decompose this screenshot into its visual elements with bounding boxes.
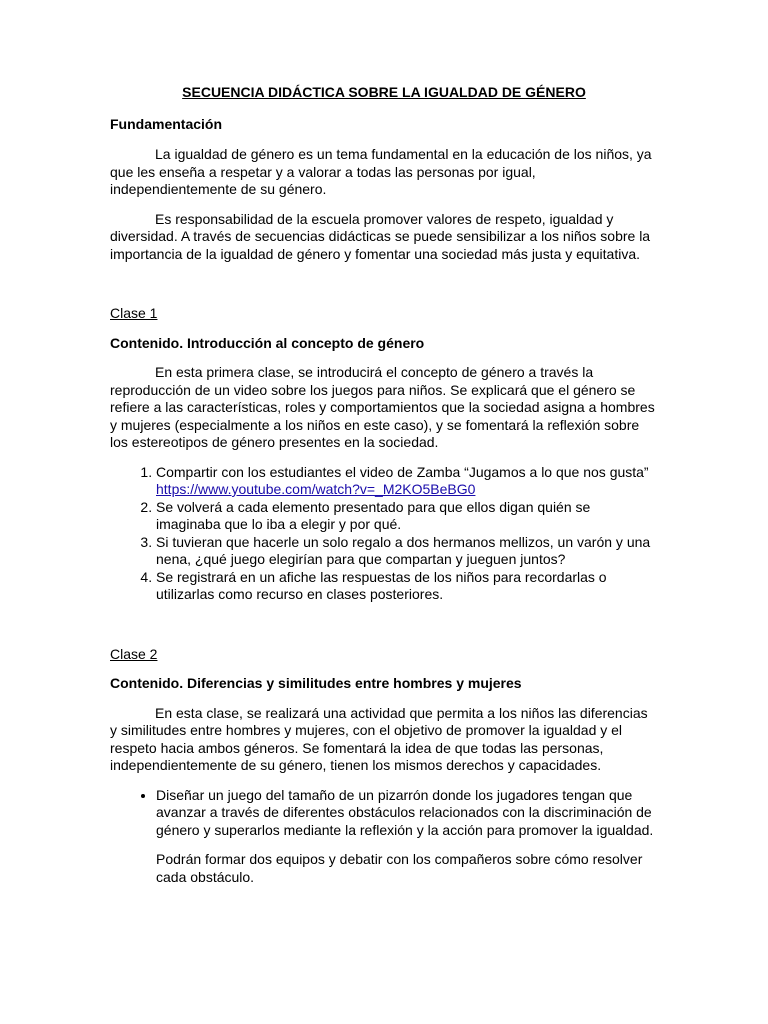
list-item bbox=[156, 464, 658, 499]
clase-2-paragraph: En esta clase, se realizará una actividad que permita a los niños las diferencias y similitudes entre hombres y mujeres, con el objetivo de promover la igualdad y el respeto hacia ambos géneros. Se fomentará la idea de que todas las personas, independientemente de su género, tienen los mismos derechos y capacidades. bbox=[110, 704, 648, 773]
clase-2-activity-note: Podrán formar dos equipos y debatir con los compañeros sobre cómo resolver cada obstáculo. bbox=[156, 851, 643, 885]
youtube-video-link[interactable]: https://www.youtube.com/watch?v=_M2KO5BeBG0 bbox=[156, 481, 476, 497]
fundamentacion-paragraph-2: Es responsabilidad de la escuela promover valores de respeto, igualdad y diversidad. A través de secuencias didácticas se puede sensibilizar a los niños sobre la importancia de la igualdad de género y fomentar una sociedad más justa y equitativa. bbox=[110, 210, 651, 262]
document-body bbox=[110, 84, 658, 886]
fundamentacion-paragraph-1: La igualdad de género es un tema fundamental en la educación de los niños, ya que les enseña a respetar y a valorar a todas las personas por igual, independientemente de su género. bbox=[110, 146, 652, 197]
fundamentacion-heading: Fundamentación bbox=[110, 115, 223, 132]
clase-2-label: Clase 2 bbox=[110, 645, 158, 662]
list-item-text: Compartir con los estudiantes el video de Zamba “Jugamos a lo que nos gusta” bbox=[156, 463, 649, 480]
list-item: • Diseñar un juego del tamaño de un pizarrón donde los jugadores tengan que avanzar a través de diferentes obstáculos relacionados con la discriminación de género y superarlos mediante la reflexión y la acción para promover la igualdad. bbox=[156, 787, 658, 840]
clase-2-activity-list bbox=[110, 787, 658, 840]
clase-1-activity-list bbox=[110, 464, 658, 604]
clase-1-label: Clase 1 bbox=[110, 305, 158, 321]
clase-1-paragraph: En esta primera clase, se introducirá el concepto de género a través la reproducción de un video sobre los juegos para niños. Se explicará que el género se refiere a las características, roles y comportamientos que la sociedad asigna a hombres y mujeres (especialmente a los niños en este caso), y se fomentará la reflexión sobre los estereotipos de género presentes en la sociedad. bbox=[110, 364, 655, 450]
document-title: SECUENCIA DIDÁCTICA SOBRE LA IGUALDAD DE GÉNERO bbox=[182, 84, 586, 100]
clase-2-heading: Contenido. Diferencias y similitudes entre hombres y mujeres bbox=[110, 675, 522, 691]
list-item: 3. Si tuvieran que hacerle un solo regalo a dos hermanos mellizos, un varón y una nena, ¿qué juego elegirían para que compartan y jueguen juntos? bbox=[156, 534, 658, 569]
list-item: 4. Se registrará en un afiche las respuestas de los niños para recordarlas o utilizarlas como recurso en clases posteriores. bbox=[156, 569, 658, 604]
list-item: 2. Se volverá a cada elemento presentado para que ellos digan quién se imaginaba que lo iba a elegir y por qué. bbox=[156, 499, 658, 534]
clase-1-heading: Contenido. Introducción al concepto de género bbox=[110, 334, 425, 351]
